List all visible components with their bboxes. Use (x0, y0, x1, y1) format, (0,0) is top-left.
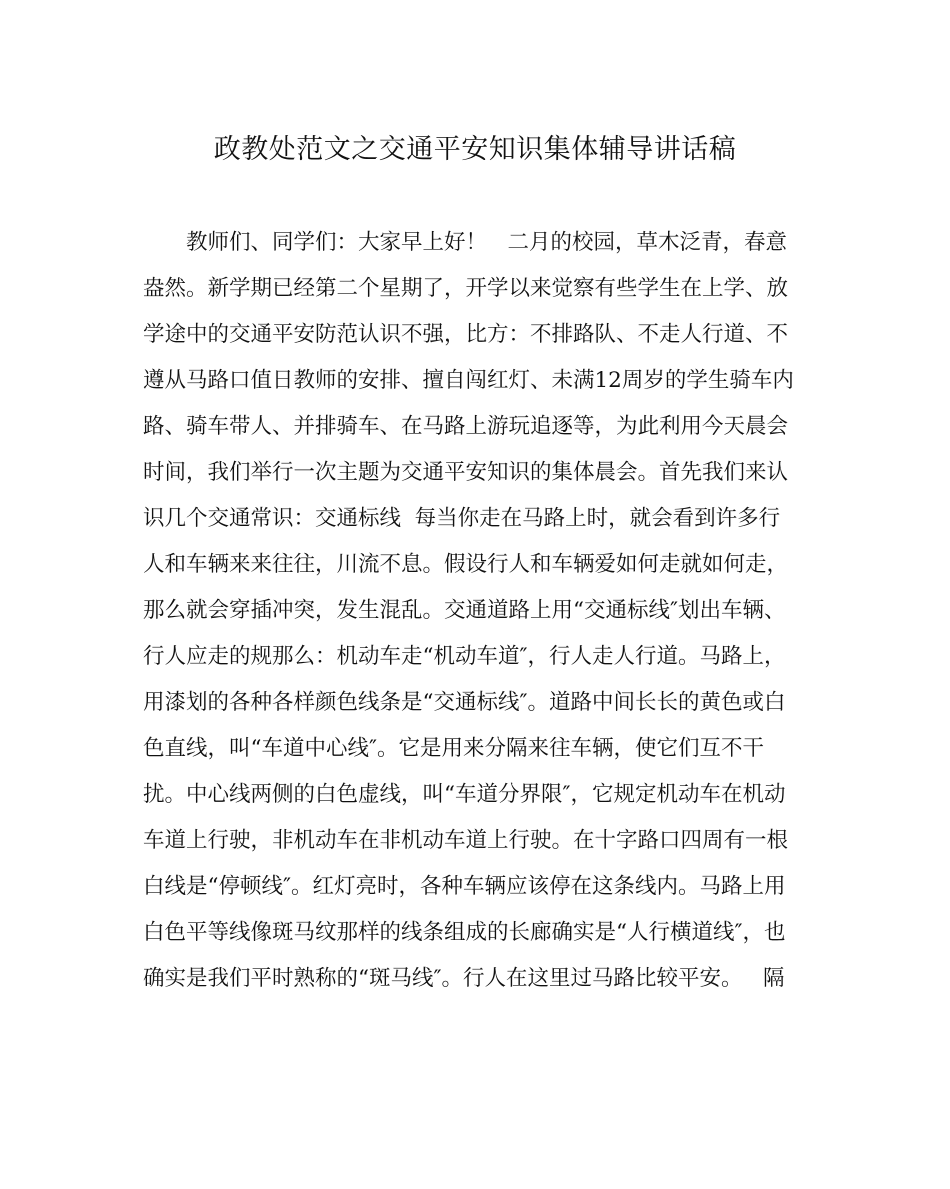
body-line: 确实是我们平时熟称的“斑马线″。行人在这里过马路比较平安。 隔 (143, 966, 785, 991)
body-line: 路、骑车带人、并排骑车、在马路上游玩追逐等，为此利用今天晨会 (143, 414, 789, 439)
body-line: 盎然。新学期已经第二个星期了，开学以来觉察有些学生在上学、放 (143, 276, 789, 301)
body-line: 时间，我们举行一次主题为交通平安知识的集体晨会。首先我们来认 (143, 460, 789, 485)
body-line: 扰。中心线两侧的白色虚线，叫“车道分界限″，它规定机动车在机动 (143, 782, 786, 807)
body-line: 人和车辆来来往往，川流不息。假设行人和车辆爱如何走就如何走， (143, 552, 789, 577)
body-line: 白线是“停顿线″。红灯亮时，各种车辆应该停在这条线内。马路上用 (143, 874, 786, 899)
body-line: 白色平等线像斑马纹那样的线条组成的长廊确实是“人行横道线″，也 (143, 920, 786, 945)
document-body (143, 223, 823, 1005)
body-line: 遵从马路口值日教师的安排、擅自闯红灯、未满12周岁的学生骑车内 (143, 368, 794, 393)
document-title: 政教处范文之交通平安知识集体辅导讲话稿 (213, 134, 737, 165)
body-line: 色直线，叫“车道中心线″。它是用来分隔来往车辆，使它们互不干 (143, 736, 765, 761)
body-line: 车道上行驶，非机动车在非机动车道上行驶。在十字路口四周有一根 (143, 828, 789, 853)
body-line: 那么就会穿插冲突，发生混乱。交通道路上用“交通标线″划出车辆、 (143, 598, 786, 623)
body-line: 用漆划的各种各样颜色线条是“交通标线″。道路中间长长的黄色或白 (143, 690, 786, 715)
body-line: 学途中的交通平安防范认识不强，比方：不排路队、不走人行道、不 (143, 322, 789, 347)
body-line: 识几个交通常识：交通标线 每当你走在马路上时，就会看到许多行 (143, 506, 781, 531)
body-line: 行人应走的规那么：机动车走“机动车道″，行人走人行道。马路上， (143, 644, 786, 669)
body-line: 教师们、同学们：大家早上好！ 二月的校园，草木泛青，春意 (186, 230, 788, 255)
